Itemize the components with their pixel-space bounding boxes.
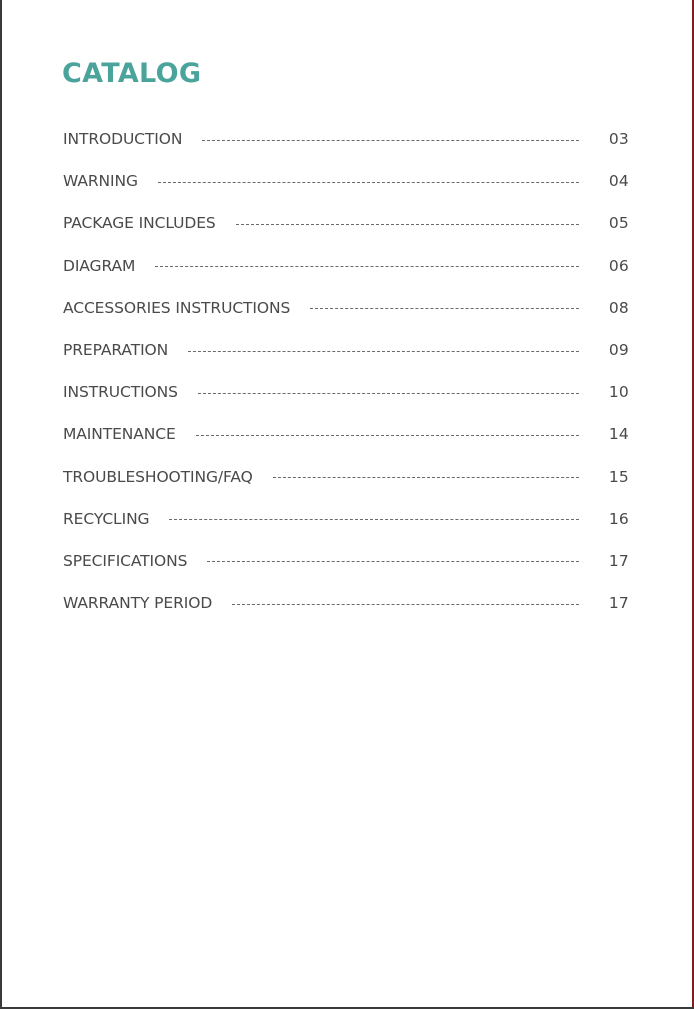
toc-entry-label: INSTRUCTIONS [63, 383, 178, 402]
dotted-leader [202, 140, 579, 141]
dotted-leader [169, 519, 579, 520]
toc-entry-diagram[interactable] [63, 245, 631, 287]
dotted-leader [236, 224, 579, 225]
toc-entry-page-number: 08 [608, 298, 629, 317]
toc-entry-page-number: 15 [608, 467, 629, 486]
dotted-leader [273, 477, 579, 478]
toc-entry-label: MAINTENANCE [63, 425, 176, 444]
toc-entry-label: RECYCLING [63, 509, 150, 528]
toc-entry-preparation[interactable] [63, 329, 631, 371]
dotted-leader [158, 182, 579, 183]
dotted-leader [232, 604, 579, 605]
toc-entry-accessories-instructions[interactable] [63, 287, 631, 329]
toc-entry-label: WARRANTY PERIOD [63, 594, 213, 613]
toc-entry-maintenance[interactable] [63, 413, 631, 455]
toc-entry-warning[interactable] [63, 160, 631, 202]
toc-entry-warranty-period[interactable] [63, 582, 631, 624]
toc-entry-package-includes[interactable] [63, 202, 631, 244]
toc-entry-recycling[interactable] [63, 498, 631, 540]
toc-entry-page-number: 10 [608, 383, 629, 402]
toc-entry-page-number: 05 [608, 214, 629, 233]
toc-entry-page-number: 17 [608, 551, 629, 570]
toc-entry-label: DIAGRAM [63, 256, 136, 275]
toc-entry-label: SPECIFICATIONS [63, 551, 188, 570]
dotted-leader [207, 561, 579, 562]
dotted-leader [188, 351, 579, 352]
toc-entry-troubleshooting-faq[interactable] [63, 456, 631, 498]
toc-entry-label: PREPARATION [63, 341, 169, 360]
toc-entry-page-number: 09 [608, 341, 629, 360]
toc-entry-label: WARNING [63, 172, 138, 191]
toc-entry-label: INTRODUCTION [63, 130, 183, 149]
toc-entry-page-number: 16 [608, 509, 629, 528]
dotted-leader [196, 435, 579, 436]
toc-entry-specifications[interactable] [63, 540, 631, 582]
toc-entry-label: PACKAGE INCLUDES [63, 214, 216, 233]
dotted-leader [198, 393, 579, 394]
toc-entry-page-number: 04 [608, 172, 629, 191]
toc-entry-label: ACCESSORIES INSTRUCTIONS [63, 298, 291, 317]
toc-entry-page-number: 06 [608, 256, 629, 275]
table-of-contents [63, 118, 631, 624]
toc-entry-page-number: 17 [608, 594, 629, 613]
page-edge-left [0, 0, 2, 1009]
toc-entry-instructions[interactable] [63, 371, 631, 413]
dotted-leader [310, 308, 579, 309]
dotted-leader [155, 266, 579, 267]
toc-entry-introduction[interactable] [63, 118, 631, 160]
toc-entry-page-number: 03 [608, 130, 629, 149]
toc-entry-label: TROUBLESHOOTING/FAQ [63, 467, 253, 486]
page-title: CATALOG [62, 58, 202, 89]
toc-entry-page-number: 14 [608, 425, 629, 444]
